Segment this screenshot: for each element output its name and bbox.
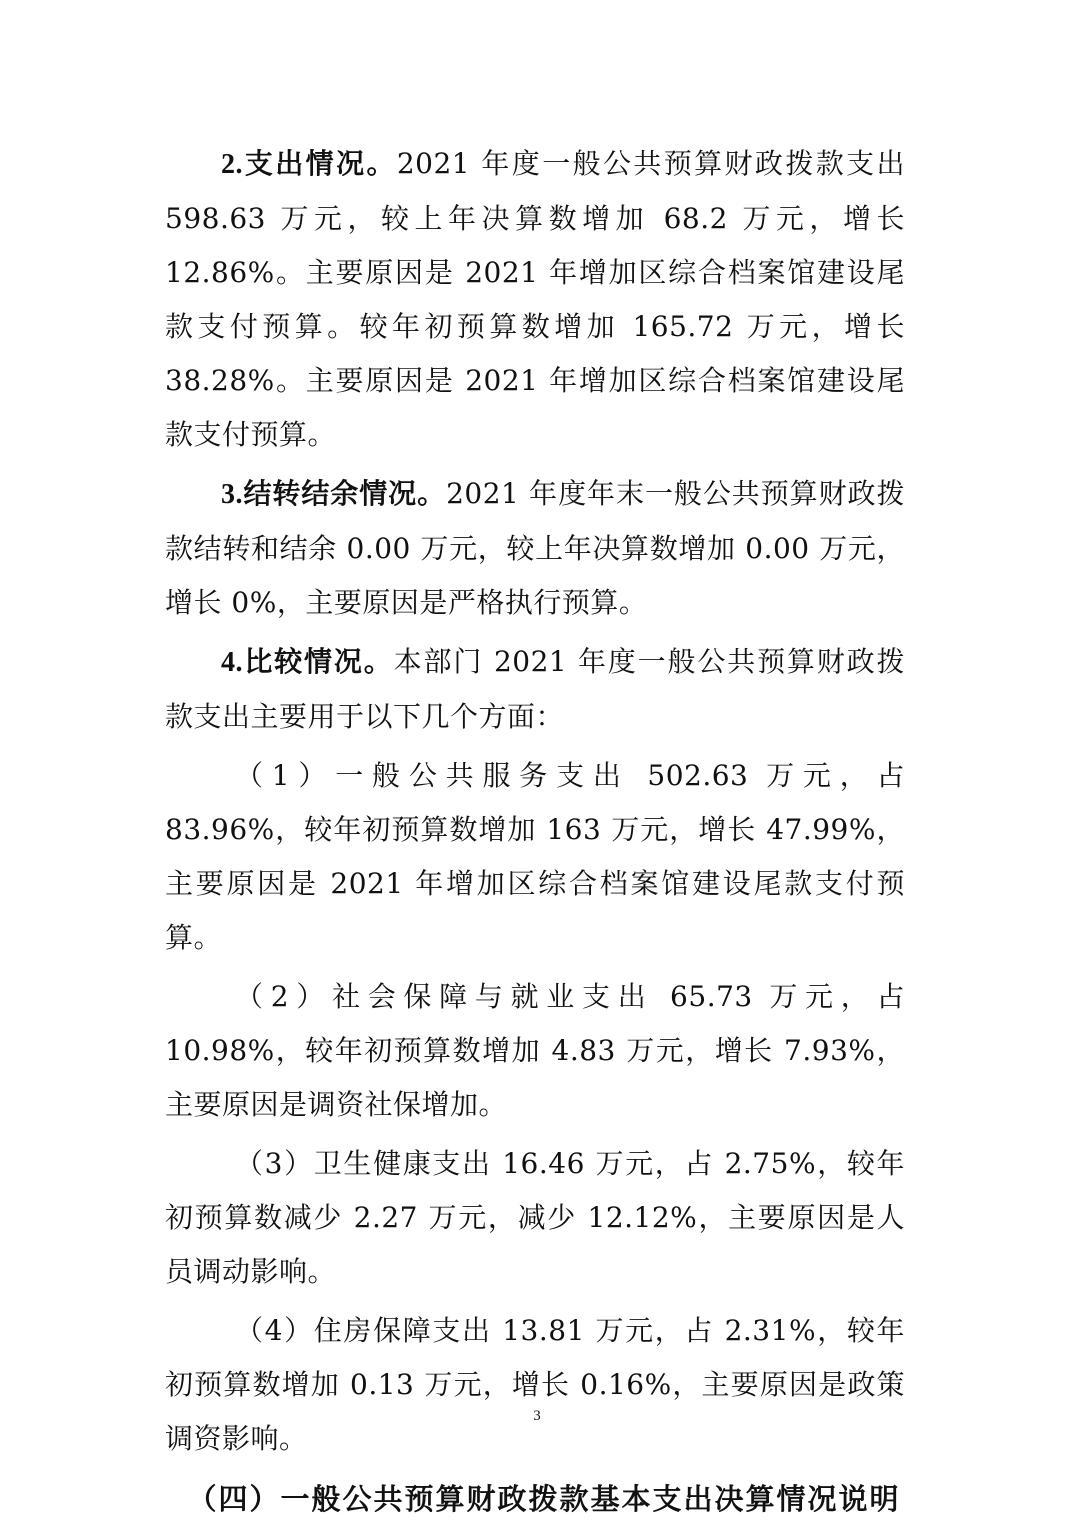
list-item-social-security: （2）社会保障与就业支出 65.73 万元，占 10.98%，较年初预算数增加 4.83 万元，增长 7.93%，主要原因是调资社保增加。	[165, 980, 905, 1121]
list-item-health: （3）卫生健康支出 16.46 万元，占 2.75%，较年初预算数减少 2.27 万元，减少 12.12%，主要原因是人员调动影响。	[165, 1147, 905, 1288]
list-item-general-public-services: （1）一般公共服务支出 502.63 万元，占 83.96%，较年初预算数增加 163 万元，增长 47.99%，主要原因是 2021 年增加区综合档案馆建设尾款支付预算。	[165, 759, 905, 954]
paragraph-text: 本部门 2021 年度一般公共预算财政拨款支出主要用于以下几个方面：	[165, 645, 905, 733]
paragraph-comparison	[165, 635, 905, 744]
paragraph-expenditure	[165, 137, 905, 462]
paragraph-lead: 2.支出情况。	[221, 149, 397, 180]
page-number: 3	[533, 1408, 541, 1424]
paragraph-text: 2021 年度年末一般公共预算财政拨款结转和结余 0.00 万元，较上年决算数增加 0.00 万元，增长 0%，主要原因是严格执行预算。	[165, 477, 905, 619]
list-item-housing: （4）住房保障支出 13.81 万元，占 2.31%，较年初预算数增加 0.13 万元，增长 0.16%，主要原因是政策调资影响。	[165, 1314, 905, 1455]
paragraph-lead: 3.结转结余情况。	[221, 479, 447, 510]
section-heading: （四）一般公共预算财政拨款基本支出决算情况说明	[187, 1482, 901, 1516]
document-body	[165, 137, 905, 1526]
paragraph-text: 2021 年度一般公共预算财政拨款支出 598.63 万元，较上年决算数增加 68.2 万元，增长 12.86%。主要原因是 2021 年增加区综合档案馆建设尾款支付预算。较年初预算数增加 165.72 万元，增长 38.28%。主要原因是 2021 年增加区综合档案馆建设尾款支付预算。	[165, 147, 905, 451]
paragraph-lead: 4.比较情况。	[221, 647, 394, 678]
paragraph-carryover	[165, 467, 905, 630]
